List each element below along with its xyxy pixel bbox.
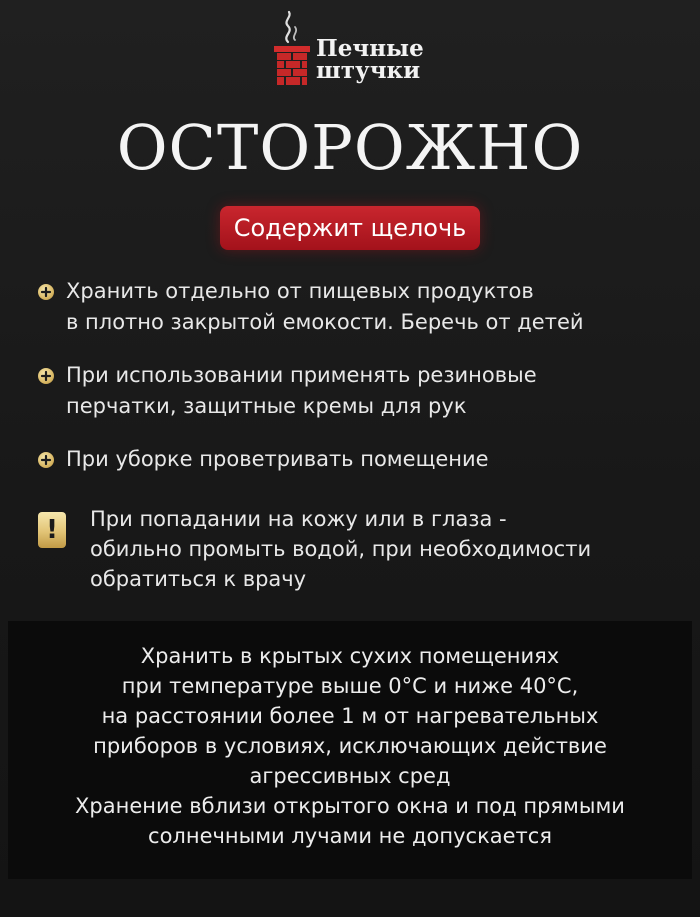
alkali-badge: Содержит щелочь [220,206,481,250]
storage-text [8,641,692,851]
storage-line: агрессивных сред [249,764,451,788]
rule-line: При уборке проветривать помещение [66,447,489,471]
storage-line: Хранение вблизи открытого окна и под прямыми [75,794,625,818]
rule-item [38,276,678,338]
rule-line: Хранить отдельно от пищевых продуктов [66,279,534,303]
plus-circle-icon [38,368,54,384]
rule-line: в плотно закрытой емокости. Беречь от детей [66,310,584,334]
storage-panel [8,621,692,879]
storage-line: солнечными лучами не допускается [148,824,552,848]
chimney-brick-icon [274,46,310,86]
plus-circle-icon [38,452,54,468]
warning-line: обильно промыть водой, при необходимости [90,537,592,561]
warning-text [38,504,678,594]
warning-block [38,504,678,594]
rule-line: перчатки, защитные кремы для рук [66,394,467,418]
steam-icon [280,10,302,44]
brand-name-line1: Печные [316,35,424,62]
brand-name-line2: штучки [316,57,421,84]
storage-line: при температуре выше 0°C и ниже 40°C, [121,674,579,698]
storage-line: приборов в условиях, исключающих действие [93,734,607,758]
headline: ОСТОРОЖНО [116,111,584,184]
rule-item [38,444,678,475]
warning-line: обратиться к врачу [90,567,307,591]
badge-wrapper [0,206,700,250]
plus-circle-icon [38,284,54,300]
rule-line: При использовании применять резиновые [66,363,537,387]
storage-line: на расстоянии более 1 м от нагревательных [101,704,599,728]
storage-line: Хранить в крытых сухих помещениях [140,644,560,668]
brand-name [316,35,424,84]
rules-list [38,276,678,497]
warning-line: При попадании на кожу или в глаза - [90,507,507,531]
rule-item [38,360,678,422]
brand-logo [270,8,440,90]
exclamation-icon: ! [38,512,66,548]
